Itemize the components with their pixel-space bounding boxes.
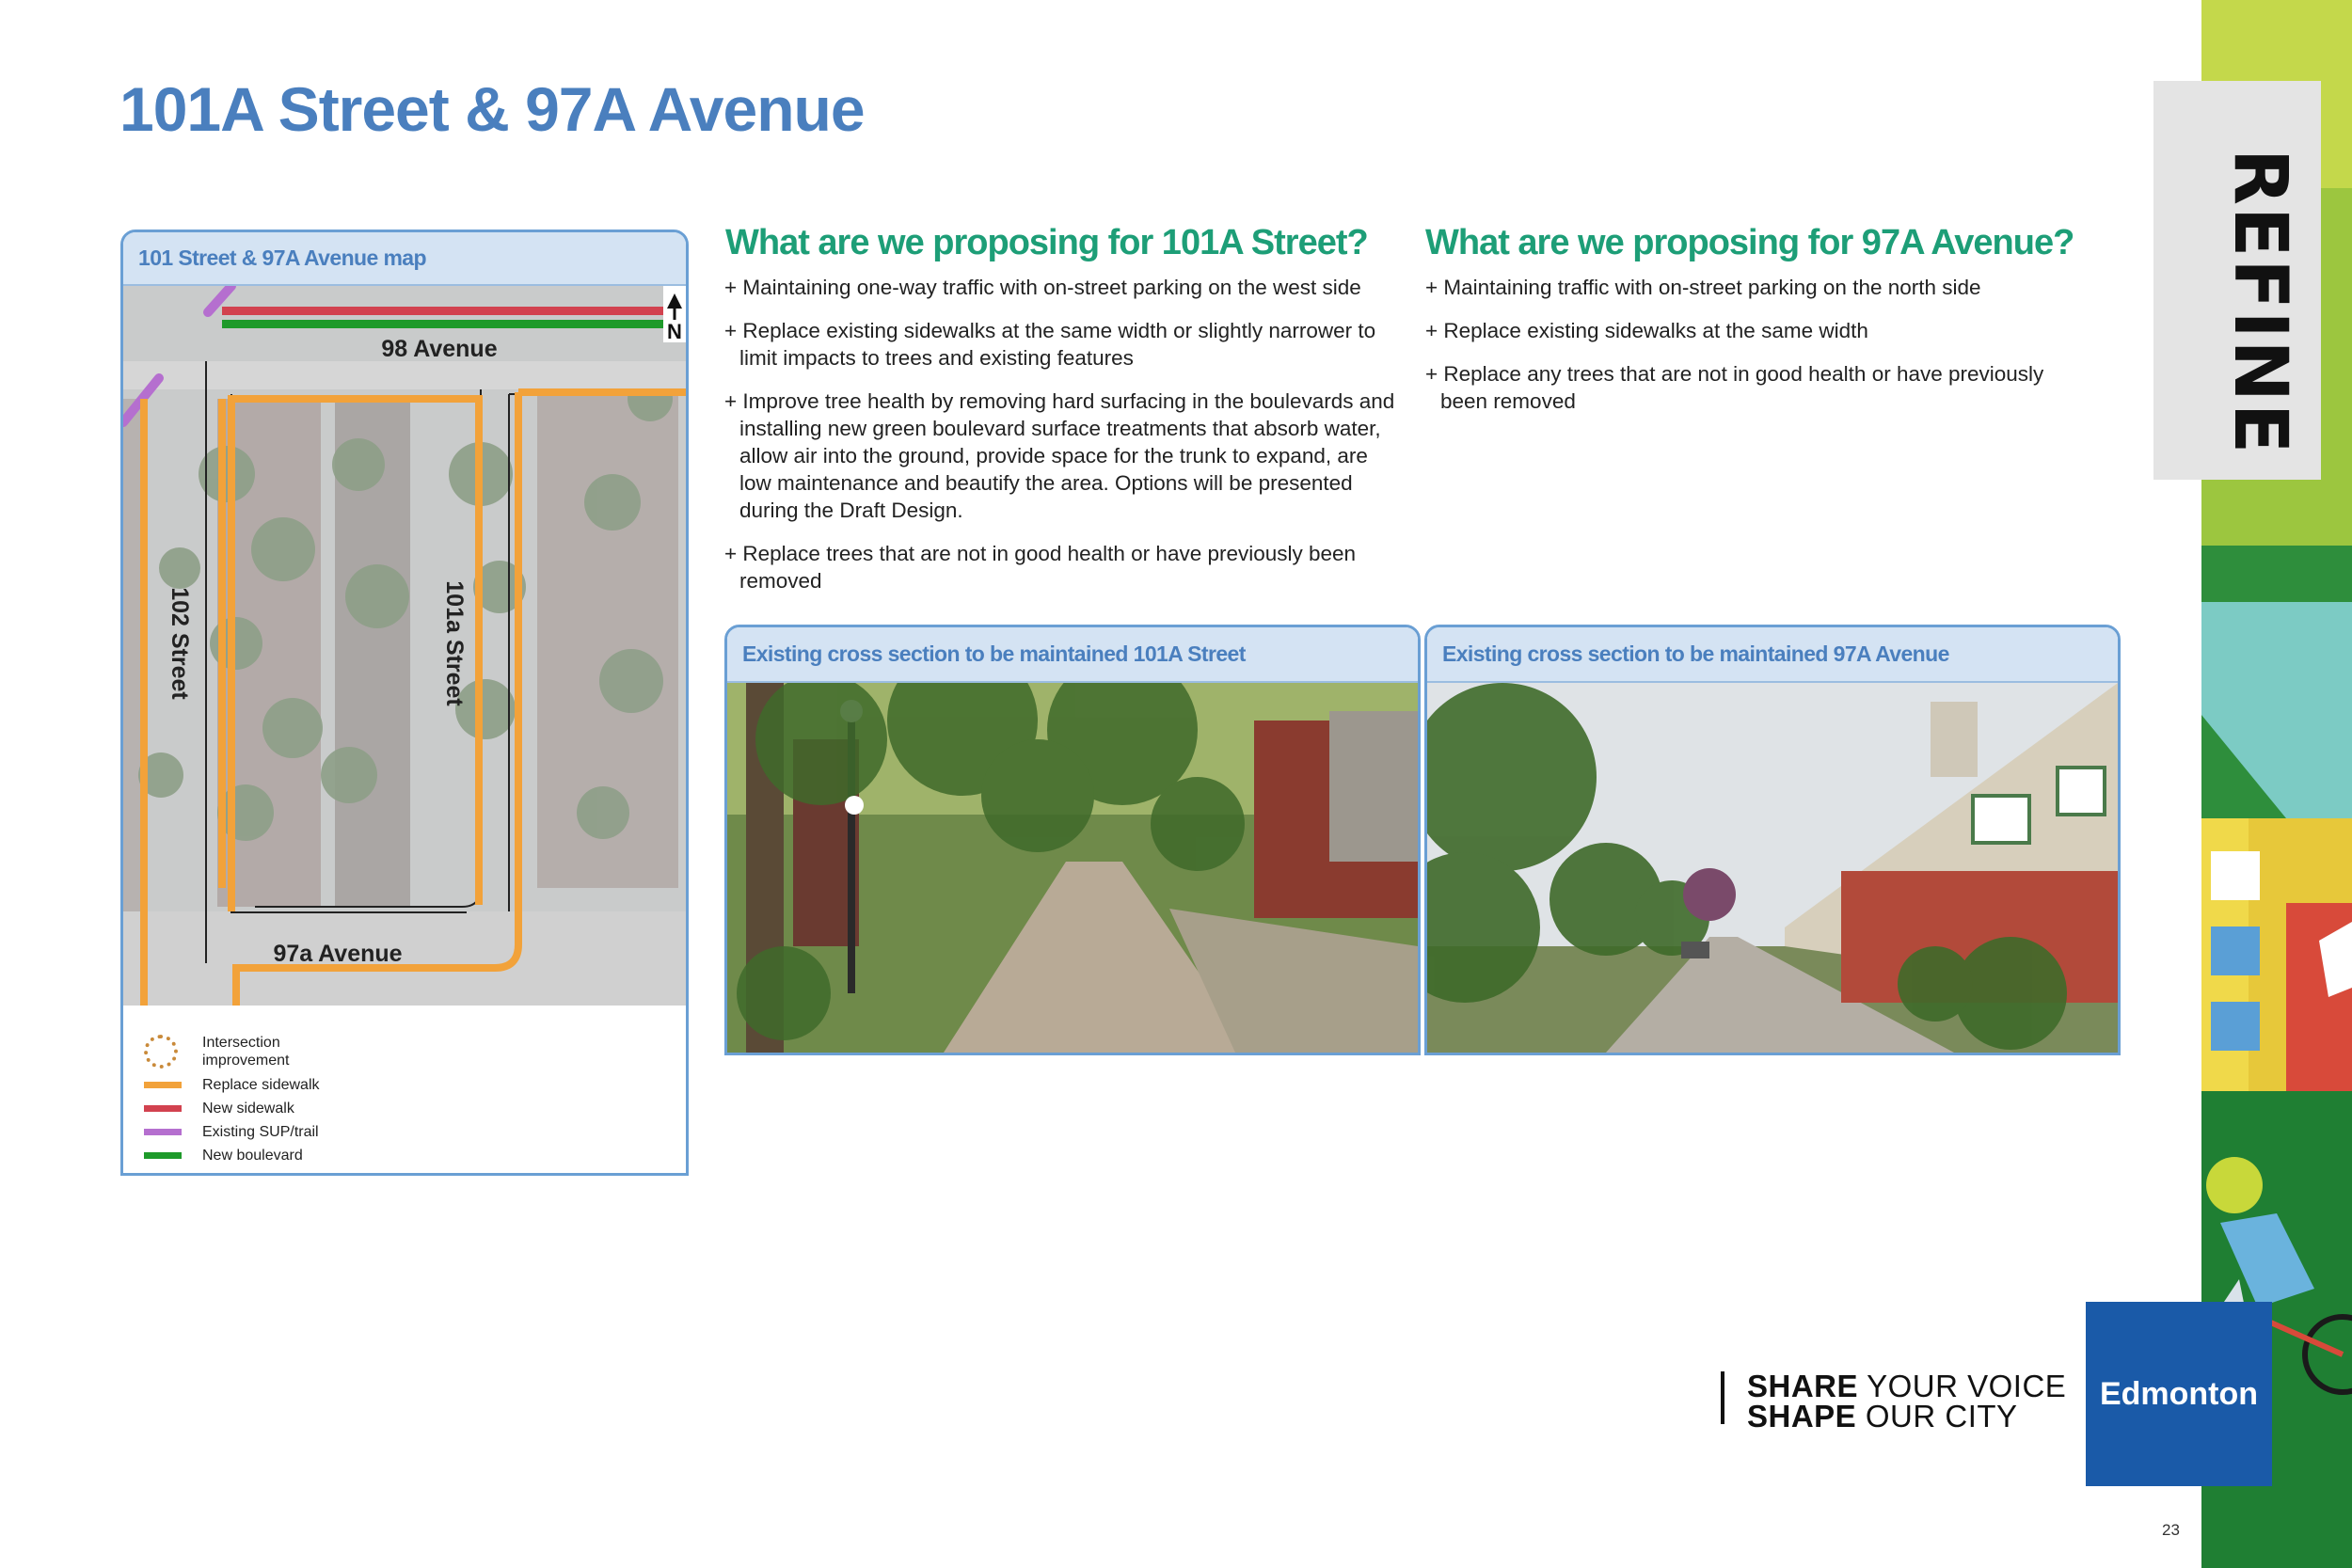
bullets-101a-street — [724, 274, 1402, 610]
north-label: N — [667, 320, 682, 343]
legend-item: Intersection improvement — [144, 1030, 320, 1073]
bullet-item: + Maintaining traffic with on-street parking on the north side — [1425, 276, 1981, 299]
map-legend — [144, 1030, 320, 1167]
street-photo-97a — [1427, 683, 2118, 1053]
edmonton-logo: Edmonton — [2086, 1302, 2272, 1486]
legend-item: New boulevard — [144, 1144, 320, 1167]
bullet-item: + Replace any trees that are not in good health or have previously been removed — [1425, 362, 2044, 413]
legend-item: Replace sidewalk — [144, 1073, 320, 1097]
swatch-icon — [144, 1129, 182, 1135]
map-card — [120, 230, 689, 1176]
photo-card-header: Existing cross section to be maintained 97A Avenue — [1427, 627, 2118, 683]
bullet-item: + Replace trees that are not in good health or have previously been removed — [724, 542, 1357, 593]
label-98-avenue: 98 Avenue — [381, 336, 498, 362]
bullet-item: + Maintaining one-way traffic with on-street parking on the west side — [724, 276, 1361, 299]
swatch-icon — [144, 1105, 182, 1112]
share-your-voice-tagline: SHARE YOUR VOICE SHAPE OUR CITY — [1721, 1371, 2066, 1424]
bullets-97a-avenue — [1425, 274, 2074, 431]
heading-101a-street: What are we proposing for 101A Street? — [725, 223, 1368, 262]
page-title: 101A Street & 97A Avenue — [119, 74, 865, 144]
label-101a-street: 101a Street — [441, 580, 468, 706]
aerial-map — [123, 286, 686, 1006]
label-97a-avenue: 97a Avenue — [273, 941, 403, 967]
intersection-dots-icon — [144, 1035, 178, 1069]
page-number: 23 — [2162, 1521, 2180, 1539]
photo-card-header: Existing cross section to be maintained 101A Street — [727, 627, 1418, 683]
photo-card-97a — [1424, 625, 2121, 1055]
swatch-icon — [144, 1082, 182, 1088]
heading-97a-avenue: What are we proposing for 97A Avenue? — [1425, 223, 2074, 262]
legend-item: Existing SUP/trail — [144, 1120, 320, 1144]
bullet-item: + Improve tree health by removing hard surfacing in the boulevards and installing new green boulevard surface treatments that absorb water, allow air into the ground, provide space for the trunk to expand, are low maintenance and beautify the area. Options will be presented during the Draft Design. — [724, 389, 1395, 522]
street-photo-101a — [727, 683, 1418, 1053]
legend-item: New sidewalk — [144, 1097, 320, 1120]
bullet-item: + Replace existing sidewalks at the same width or slightly narrower to limit impacts to trees and existing features — [724, 319, 1376, 370]
phase-label: REFINE — [2217, 149, 2302, 456]
swatch-icon — [144, 1152, 182, 1159]
bullet-item: + Replace existing sidewalks at the same width — [1425, 319, 1868, 342]
photo-card-101a — [724, 625, 1421, 1055]
label-102-street: 102 Street — [167, 587, 193, 700]
map-card-header: 101 Street & 97A Avenue map — [123, 232, 686, 286]
